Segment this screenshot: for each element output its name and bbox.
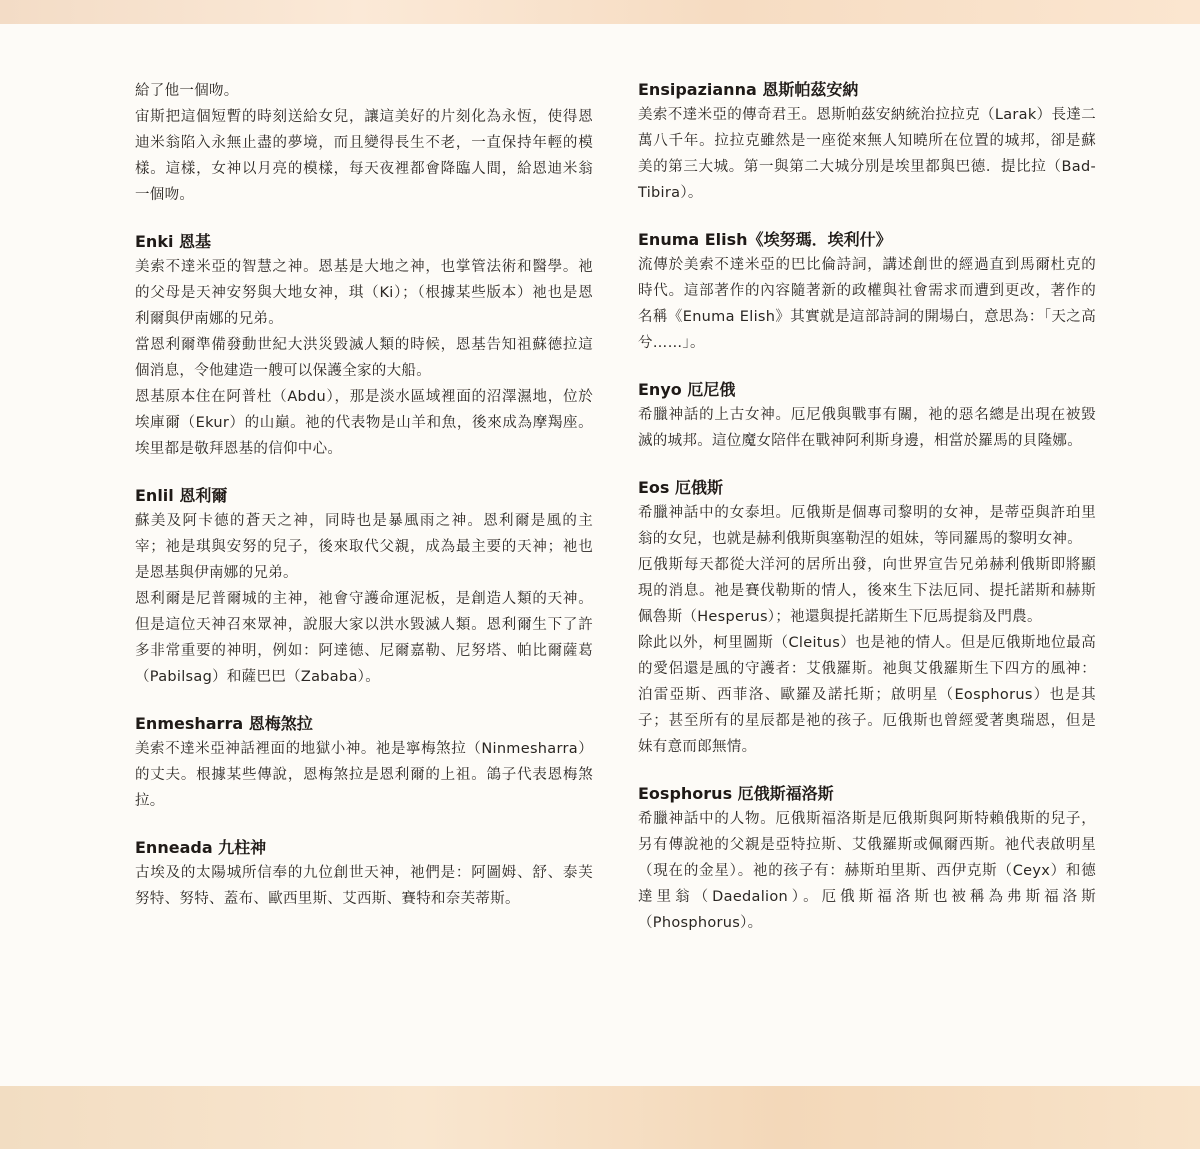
entry-enuma-elish — [638, 228, 1096, 356]
entry-paragraph: 流傳於美索不達米亞的巴比倫詩詞，講述創世的經過直到馬爾杜克的時代。這部著作的內容隨著新的政權與社會需求而遭到更改，著作的名稱《Enuma Elish》其實就是這部詩詞的開場白，意思為：「天之高兮……」。 — [638, 257, 1096, 351]
entry-heading: Enneada 九柱神 — [135, 838, 267, 857]
entry-eos — [638, 476, 1096, 760]
entry-enyo — [638, 378, 1096, 454]
top-decorative-band — [0, 0, 1200, 24]
entry-paragraph: 蘇美及阿卡德的蒼天之神，同時也是暴風雨之神。恩利爾是風的主宰；祂是琪與安努的兒子，後來取代父親，成為最主要的天神；祂也是恩基與伊南娜的兄弟。 — [135, 513, 593, 581]
entry-eosphorus — [638, 782, 1096, 936]
entry-paragraph: 恩基原本住在阿普杜（Abdu），那是淡水區域裡面的沼澤濕地，位於埃庫爾（Ekur）的山巔。祂的代表物是山羊和魚，後來成為摩羯座。埃里都是敬拜恩基的信仰中心。 — [135, 389, 593, 457]
entry-paragraph: 古埃及的太陽城所信奉的九位創世天神，祂們是：阿圖姆、舒、泰芙努特、努特、蓋布、歐西里斯、艾西斯、賽特和奈芙蒂斯。 — [135, 865, 593, 907]
entry-enlil — [135, 484, 593, 690]
entry-paragraph: 希臘神話中的人物。厄俄斯福洛斯是厄俄斯與阿斯特賴俄斯的兒子，另有傳說祂的父親是亞特拉斯、艾俄羅斯或佩爾西斯。祂代表啟明星（現在的金星）。祂的孩子有：赫斯珀里斯、西伊克斯（Ceyx）和德達里翁（Daedalion）。厄俄斯福洛斯也被稱為弗斯福洛斯（Phosphorus）。 — [638, 811, 1096, 931]
entry-paragraph: 美索不達米亞的智慧之神。恩基是大地之神，也掌管法術和醫學。祂的父母是天神安努與大地女神，琪（Ki）；（根據某些版本）祂也是恩利爾與伊南娜的兄弟。 — [135, 259, 593, 327]
left-column — [135, 78, 593, 912]
entry-heading: Enuma Elish《埃努瑪．埃利什》 — [638, 230, 892, 249]
entry-paragraph: 厄俄斯每天都從大洋河的居所出發，向世界宣告兄弟赫利俄斯即將顯現的消息。祂是賽伐勒斯的情人，後來生下法厄同、提托諾斯和赫斯佩魯斯（Hesperus）；祂還與提托諾斯生下厄馬提翁及門農。 — [638, 557, 1096, 625]
entry-heading: Eosphorus 厄俄斯福洛斯 — [638, 784, 834, 803]
entry-enmesharra — [135, 712, 593, 814]
bottom-decorative-band — [0, 1086, 1200, 1149]
entry-enki — [135, 230, 593, 462]
entry-heading: Ensipazianna 恩斯帕茲安納 — [638, 80, 859, 99]
entry-heading: Enlil 恩利爾 — [135, 486, 228, 505]
entry-paragraph: 宙斯把這個短暫的時刻送給女兒，讓這美好的片刻化為永恆，使得恩迪米翁陷入永無止盡的夢境，而且變得長生不老，一直保持年輕的模樣。這樣，女神以月亮的模樣，每天夜裡都會降臨人間，給恩迪米翁一個吻。 — [135, 109, 593, 203]
entry-paragraph: 希臘神話中的女泰坦。厄俄斯是個專司黎明的女神，是蒂亞與許珀里翁的女兒，也就是赫利俄斯與塞勒涅的姐妹，等同羅馬的黎明女神。 — [638, 505, 1096, 547]
right-column — [638, 78, 1096, 936]
entry-paragraph: 美索不達米亞神話裡面的地獄小神。祂是寧梅煞拉（Ninmesharra）的丈夫。根據某些傳說，恩梅煞拉是恩利爾的上祖。鴿子代表恩梅煞拉。 — [135, 741, 593, 809]
entry-paragraph: 除此以外，柯里圖斯（Cleitus）也是祂的情人。但是厄俄斯地位最高的愛侶還是風的守護者：艾俄羅斯。祂與艾俄羅斯生下四方的風神：泊雷亞斯、西菲洛、歐羅及諾托斯；啟明星（Eosphorus）也是其子；甚至所有的星辰都是祂的孩子。厄俄斯也曾經愛著奧瑞恩，但是妹有意而郎無情。 — [638, 635, 1096, 755]
entry-paragraph: 恩利爾是尼普爾城的主神，祂會守護命運泥板，是創造人類的天神。但是這位天神召來眾神，說服大家以洪水毀滅人類。恩利爾生下了許多非常重要的神明，例如：阿達德、尼爾嘉勒、尼努塔、帕比爾薩葛（Pabilsag）和薩巴巴（Zababa）。 — [135, 591, 593, 685]
entry-ensipazianna — [638, 78, 1096, 206]
entry-paragraph: 當恩利爾準備發動世紀大洪災毀滅人類的時候，恩基告知祖蘇德拉這個消息，令他建造一艘可以保護全家的大船。 — [135, 337, 593, 379]
entry-enneada — [135, 836, 593, 912]
entry-continuation — [135, 78, 593, 208]
entry-paragraph: 給了他一個吻。 — [135, 83, 239, 99]
entry-heading: Enmesharra 恩梅煞拉 — [135, 714, 313, 733]
entry-heading: Enyo 厄尼俄 — [638, 380, 736, 399]
entry-paragraph: 希臘神話的上古女神。厄尼俄與戰事有關，祂的惡名總是出現在被毀滅的城邦。這位魔女陪伴在戰神阿利斯身邊，相當於羅馬的貝隆娜。 — [638, 407, 1096, 449]
entry-heading: Eos 厄俄斯 — [638, 478, 724, 497]
entry-heading: Enki 恩基 — [135, 232, 212, 251]
entry-paragraph: 美索不達米亞的傳奇君王。恩斯帕茲安納統治拉拉克（Larak）長達二萬八千年。拉拉克雖然是一座從來無人知曉所在位置的城邦，卻是蘇美的第三大城。第一與第二大城分別是埃里都與巴德．提比拉（Bad-Tibira）。 — [638, 107, 1096, 201]
